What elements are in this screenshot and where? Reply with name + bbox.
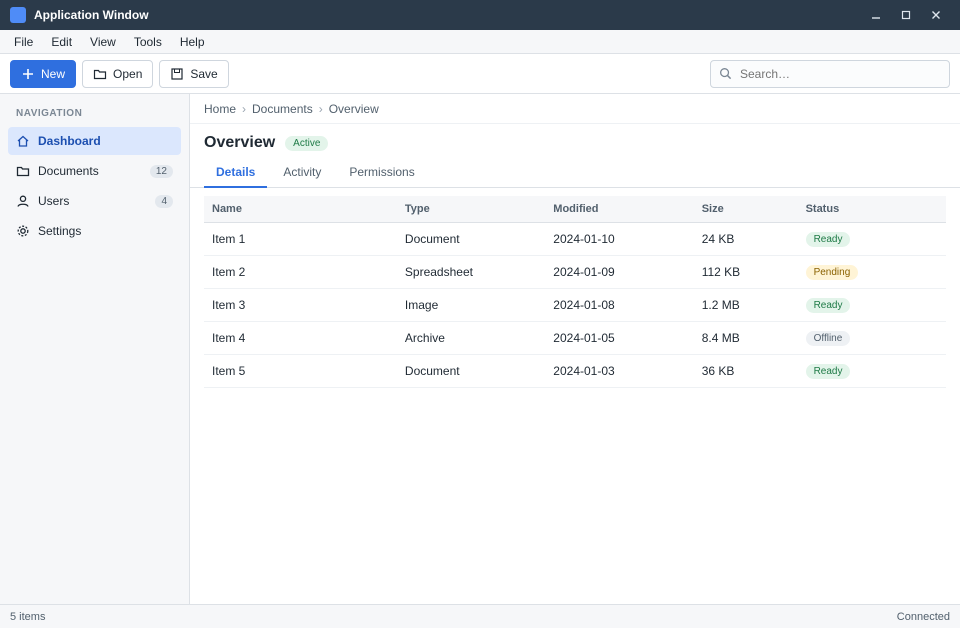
breadcrumb-item[interactable]: Home xyxy=(204,101,237,116)
menu-view[interactable]: View xyxy=(90,34,116,49)
status-badge: Active xyxy=(285,136,328,151)
cell-modified: 2024-01-05 xyxy=(545,322,693,355)
table-row[interactable] xyxy=(204,289,946,322)
tab-details[interactable]: Details xyxy=(204,158,267,188)
cell-size: 112 KB xyxy=(694,256,798,289)
table-row[interactable] xyxy=(204,355,946,388)
app-icon xyxy=(10,7,26,23)
breadcrumb-separator-icon: › xyxy=(318,101,323,116)
menu-tools[interactable]: Tools xyxy=(133,34,162,49)
maximize-button[interactable] xyxy=(892,4,920,26)
main-panel xyxy=(190,94,960,604)
toolbar xyxy=(0,54,960,94)
status-text-left: 5 items xyxy=(10,610,46,623)
window-controls xyxy=(862,4,950,26)
sidebar-item-label: Users xyxy=(38,194,70,208)
status-pill: Offline xyxy=(806,331,851,346)
status-pill: Ready xyxy=(806,232,851,247)
plus-icon xyxy=(21,67,35,81)
menu-bar xyxy=(0,30,960,54)
open-button-label: Open xyxy=(113,66,143,81)
cell-status xyxy=(798,289,946,322)
sidebar-item-label: Dashboard xyxy=(38,134,101,148)
cell-status xyxy=(798,355,946,388)
save-icon xyxy=(170,67,184,81)
cell-name: Item 2 xyxy=(204,256,397,289)
cell-status xyxy=(798,223,946,256)
cell-size: 8.4 MB xyxy=(694,322,798,355)
cell-status xyxy=(798,256,946,289)
new-button[interactable] xyxy=(10,60,76,88)
sidebar-item-users[interactable] xyxy=(8,187,181,215)
breadcrumb-item-current: Overview xyxy=(328,101,379,116)
tab-permissions[interactable]: Permissions xyxy=(349,165,415,179)
table-container xyxy=(190,188,960,604)
page-header xyxy=(190,124,960,158)
column-header-size[interactable]: Size xyxy=(694,196,798,223)
cell-name: Item 5 xyxy=(204,355,397,388)
menu-file[interactable]: File xyxy=(14,34,34,49)
home-icon xyxy=(16,134,30,148)
search-box xyxy=(710,60,950,88)
user-icon xyxy=(16,194,30,208)
cell-size: 1.2 MB xyxy=(694,289,798,322)
cell-modified: 2024-01-03 xyxy=(545,355,693,388)
sidebar xyxy=(0,94,190,604)
tab-activity[interactable]: Activity xyxy=(283,165,322,179)
content-area xyxy=(0,94,960,604)
cell-type: Document xyxy=(397,223,545,256)
sidebar-item-label: Settings xyxy=(38,224,82,238)
sidebar-item-label: Documents xyxy=(38,164,99,178)
folder-icon xyxy=(16,164,30,178)
cell-size: 24 KB xyxy=(694,223,798,256)
tab-bar xyxy=(190,158,960,188)
table-row[interactable] xyxy=(204,223,946,256)
search-icon xyxy=(719,67,732,80)
status-pill: Ready xyxy=(806,298,851,313)
table-row[interactable] xyxy=(204,256,946,289)
open-button[interactable] xyxy=(82,60,153,88)
item-count-badge: 4 xyxy=(155,195,173,208)
cell-size: 36 KB xyxy=(694,355,798,388)
status-text-right: Connected xyxy=(896,610,950,623)
data-table xyxy=(204,196,946,388)
title-bar xyxy=(0,0,960,30)
close-icon xyxy=(931,10,941,20)
item-count-badge: 12 xyxy=(150,165,173,178)
column-header-modified[interactable]: Modified xyxy=(545,196,693,223)
status-bar xyxy=(0,604,960,628)
window-title: Application Window xyxy=(34,8,149,22)
table-row[interactable] xyxy=(204,322,946,355)
minimize-icon xyxy=(871,10,881,20)
cell-name: Item 3 xyxy=(204,289,397,322)
cell-name: Item 1 xyxy=(204,223,397,256)
status-pill: Ready xyxy=(806,364,851,379)
cell-type: Image xyxy=(397,289,545,322)
sidebar-item-settings[interactable] xyxy=(8,217,181,245)
breadcrumb xyxy=(190,94,960,124)
cell-status xyxy=(798,322,946,355)
folder-open-icon xyxy=(93,67,107,81)
column-header-name[interactable]: Name xyxy=(204,196,397,223)
breadcrumb-separator-icon: › xyxy=(242,101,247,116)
close-button[interactable] xyxy=(922,4,950,26)
breadcrumb-item[interactable]: Documents xyxy=(252,101,313,116)
gear-icon xyxy=(16,224,30,238)
maximize-icon xyxy=(901,10,911,20)
cell-modified: 2024-01-09 xyxy=(545,256,693,289)
new-button-label: New xyxy=(41,66,66,81)
cell-modified: 2024-01-10 xyxy=(545,223,693,256)
table-header-row xyxy=(204,196,946,223)
cell-type: Archive xyxy=(397,322,545,355)
search-input[interactable] xyxy=(738,66,941,82)
cell-type: Document xyxy=(397,355,545,388)
sidebar-heading: NAVIGATION xyxy=(16,108,83,119)
sidebar-item-documents[interactable] xyxy=(8,157,181,185)
save-button-label: Save xyxy=(190,66,218,81)
minimize-button[interactable] xyxy=(862,4,890,26)
cell-type: Spreadsheet xyxy=(397,256,545,289)
cell-modified: 2024-01-08 xyxy=(545,289,693,322)
save-button[interactable] xyxy=(159,60,228,88)
menu-help[interactable]: Help xyxy=(179,34,205,49)
column-header-type[interactable]: Type xyxy=(397,196,545,223)
cell-name: Item 4 xyxy=(204,322,397,355)
status-pill: Pending xyxy=(806,265,859,280)
column-header-status[interactable]: Status xyxy=(798,196,946,223)
sidebar-item-dashboard[interactable] xyxy=(8,127,181,155)
menu-edit[interactable]: Edit xyxy=(51,34,73,49)
page-title: Overview xyxy=(204,134,276,151)
